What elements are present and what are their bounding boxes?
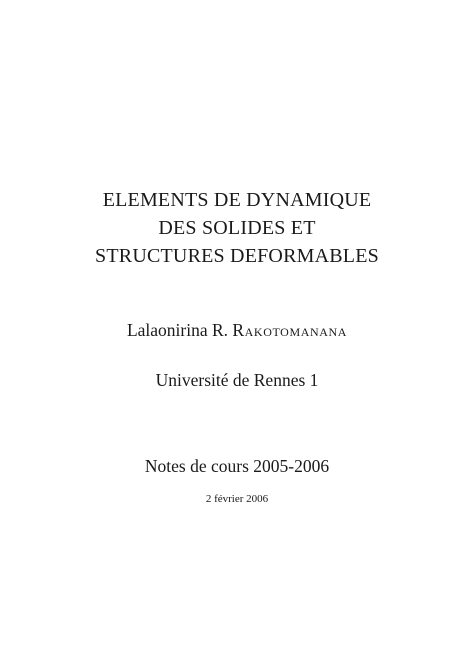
document-date: 2 février 2006	[205, 493, 269, 505]
document-title	[0, 186, 474, 270]
title-line-3: STRUCTURES DEFORMABLES	[95, 245, 379, 267]
course-notes-label: Notes de cours 2005-2006	[144, 456, 330, 476]
author-name	[0, 319, 474, 341]
title-line-2: DES SOLIDES ET	[158, 217, 316, 239]
affiliation: Université de Rennes 1	[155, 370, 319, 390]
author-last-name: Rakotomanana	[232, 320, 348, 340]
author-first-names: Lalaonirina R.	[126, 320, 229, 340]
title-line-1: ELEMENTS DE DYNAMIQUE	[102, 189, 372, 211]
